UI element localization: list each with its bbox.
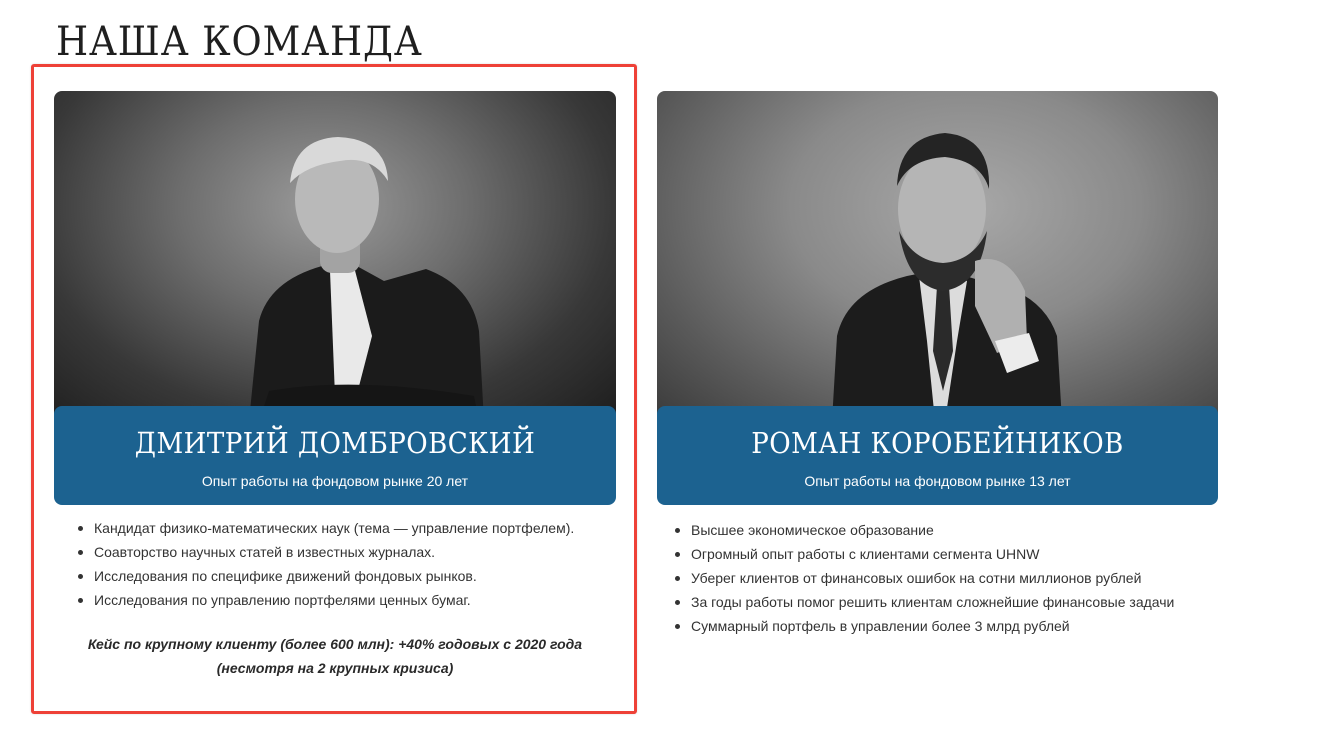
member-photo xyxy=(657,91,1218,421)
list-item: Высшее экономическое образование xyxy=(671,518,1211,542)
member-facts-list xyxy=(74,516,614,612)
member-name: РОМАН КОРОБЕЙНИКОВ xyxy=(751,426,1124,460)
member-photo xyxy=(54,91,616,421)
section-title: НАША КОМАНДА xyxy=(56,19,423,65)
list-item: Исследования по специфике движений фондовых рынков. xyxy=(74,564,614,588)
list-item: Огромный опыт работы с клиентами сегмента UHNW xyxy=(671,542,1211,566)
list-item: За годы работы помог решить клиентам сложнейшие финансовые задачи xyxy=(671,590,1211,614)
list-item: Суммарный портфель в управлении более 3 млрд рублей xyxy=(671,614,1211,638)
list-item: Исследования по управлению портфелями ценных бумаг. xyxy=(74,588,614,612)
member-facts-list xyxy=(671,518,1211,638)
list-item: Уберег клиентов от финансовых ошибок на сотни миллионов рублей xyxy=(671,566,1211,590)
portrait-silhouette xyxy=(54,91,616,421)
member-name: ДМИТРИЙ ДОМБРОВСКИЙ xyxy=(134,426,536,460)
member-experience: Опыт работы на фондовом рынке 20 лет xyxy=(201,473,469,489)
team-card-dmitry xyxy=(54,91,616,676)
member-experience: Опыт работы на фондовом рынке 13 лет xyxy=(804,473,1071,489)
list-item: Соавторство научных статей в известных журналах. xyxy=(74,540,614,564)
case-line-2: (несмотря на 2 крупных кризиса) xyxy=(216,660,454,676)
case-line-1: Кейс по крупному клиенту (более 600 млн): +40% годовых с 2020 года xyxy=(87,636,583,652)
client-case-text xyxy=(54,632,616,680)
name-panel xyxy=(657,406,1218,505)
name-panel xyxy=(54,406,616,505)
portrait-silhouette xyxy=(657,91,1218,421)
list-item: Кандидат физико-математических наук (тема — управление портфелем). xyxy=(74,516,614,540)
team-card-roman xyxy=(657,91,1218,634)
